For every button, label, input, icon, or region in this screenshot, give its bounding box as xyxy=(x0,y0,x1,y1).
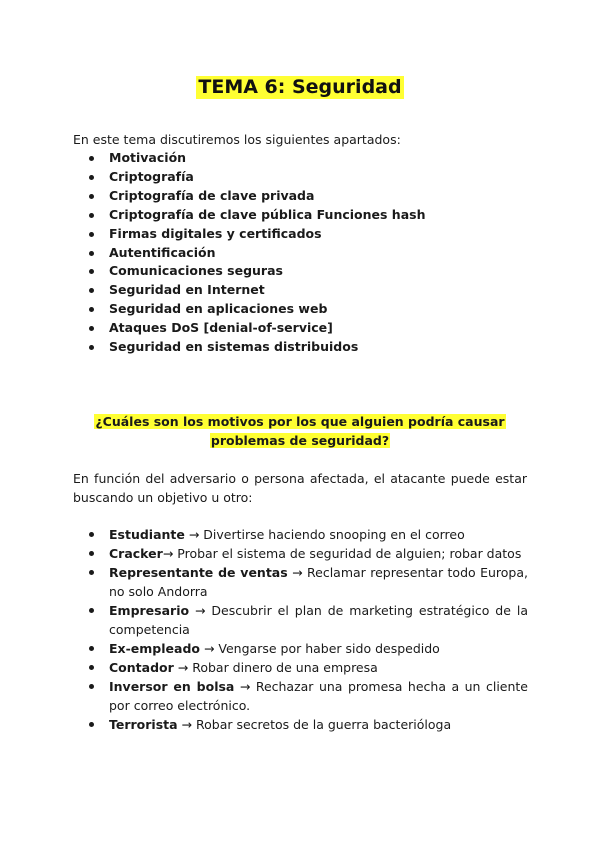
reason-desc: → Rechazar una promesa hecha a un cliente por correo electrónico. xyxy=(109,679,528,713)
intro-text: En este tema discutiremos los siguientes apartados: xyxy=(73,132,401,147)
topic-item: Autentificación xyxy=(88,244,425,263)
page-title: TEMA 6: Seguridad xyxy=(198,76,402,98)
reason-desc: → Vengarse por haber sido despedido xyxy=(199,641,440,656)
topic-item: Ataques DoS [denial-of-service] xyxy=(88,319,425,338)
reason-item xyxy=(88,639,528,658)
reason-item xyxy=(88,601,528,639)
reason-desc: → Robar dinero de una empresa xyxy=(173,660,378,675)
reason-term: Cracker xyxy=(109,546,163,561)
topic-item: Comunicaciones seguras xyxy=(88,262,425,281)
title-container xyxy=(0,76,600,99)
reason-desc: → Divertirse haciendo snooping en el correo xyxy=(184,527,465,542)
topic-item: Seguridad en Internet xyxy=(88,281,425,300)
topic-item: Firmas digitales y certificados xyxy=(88,225,425,244)
question-line-1: ¿Cuáles son los motivos por los que alguien podría causar xyxy=(95,414,505,429)
topic-item: Motivación xyxy=(88,149,425,168)
reason-term: Inversor en bolsa xyxy=(109,679,235,694)
adversary-paragraph: En función del adversario o persona afectada, el atacante puede estar buscando un objetivo u otro: xyxy=(73,471,527,505)
reason-desc: → Reclamar representar todo Europa, no solo Andorra xyxy=(109,565,528,599)
topic-item: Seguridad en aplicaciones web xyxy=(88,300,425,319)
reason-term: Empresario xyxy=(109,603,190,618)
topic-item: Criptografía xyxy=(88,168,425,187)
reason-item xyxy=(88,677,528,715)
reason-item xyxy=(88,563,528,601)
topic-item: Criptografía de clave privada xyxy=(88,187,425,206)
question-line-2: problemas de seguridad? xyxy=(210,433,390,448)
topic-item: Criptografía de clave pública Funciones hash xyxy=(88,206,425,225)
reason-desc: → Robar secretos de la guerra bacteriólogа xyxy=(177,717,452,732)
topics-list xyxy=(88,149,425,357)
question-heading xyxy=(0,412,600,450)
reason-item xyxy=(88,525,528,544)
reason-term: Terrorista xyxy=(109,717,178,732)
reason-item xyxy=(88,658,528,677)
reason-term: Ex-empleado xyxy=(109,641,200,656)
reason-desc: → Probar el sistema de seguridad de alguien; robar datos xyxy=(162,546,522,561)
reason-item xyxy=(88,715,528,734)
reason-desc: → Descubrir el plan de marketing estratégico de la competencia xyxy=(109,603,528,637)
reasons-list xyxy=(88,525,528,734)
reason-term: Estudiante xyxy=(109,527,185,542)
reason-term: Contador xyxy=(109,660,174,675)
reason-term: Representante de ventas xyxy=(109,565,288,580)
reason-item xyxy=(88,544,528,563)
topic-item: Seguridad en sistemas distribuidos xyxy=(88,338,425,357)
